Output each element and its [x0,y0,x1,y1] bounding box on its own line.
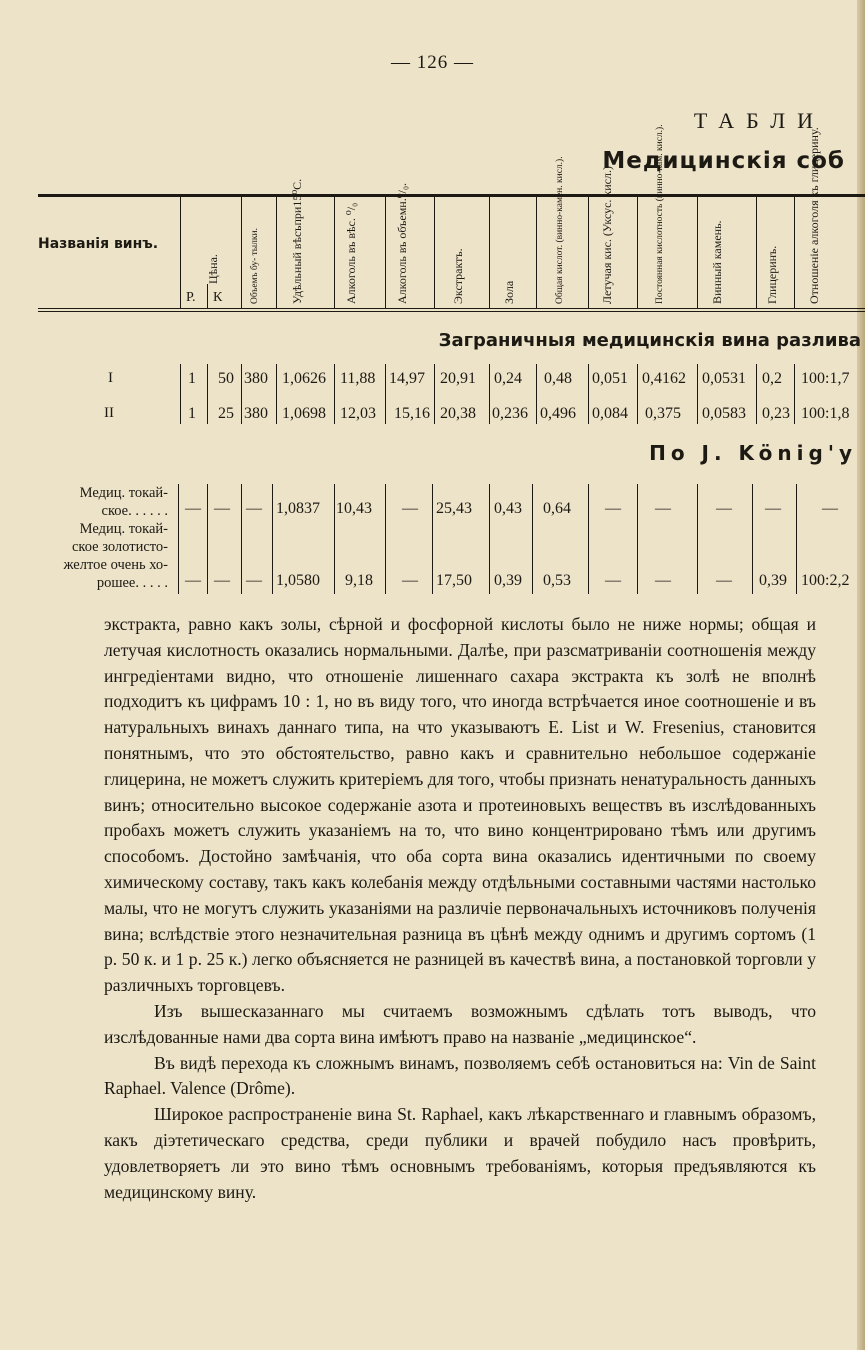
column-header-density: Удѣльный вѣсъпри15⁰С. [290,178,304,304]
table-cell: 0,39 [494,572,522,589]
row-divider [241,364,242,424]
row-label-line: рошее. . . . . [96,575,168,591]
row-divider [697,364,698,424]
row-divider [276,364,277,424]
table-cell: 0,084 [592,405,628,422]
table-cell: 0,39 [759,572,787,589]
table-cell: 17,50 [436,572,472,589]
row-divider [536,364,537,424]
table-cell: 0,53 [543,572,571,589]
column-header-kop: К [213,290,223,305]
column-header-ash: Зола [502,280,516,304]
column-header-extract: Экстрактъ. [451,248,465,304]
row-divider [697,484,698,594]
row-label-line: Медиц. токай- [79,521,168,537]
row-divider [756,364,757,424]
table-cell: 15,16 [394,405,430,422]
row-label-line: ское золотисто- [72,539,168,555]
row-divider [489,364,490,424]
table-cell: 0,43 [494,500,522,517]
table-cell: 20,91 [440,370,476,387]
header-divider [385,197,386,309]
column-header-tartar: Винный камень. [710,220,724,304]
header-divider [207,284,208,309]
row-divider [272,484,273,594]
header-divider [697,197,698,309]
row-divider [207,364,208,424]
page-spine-shadow [857,0,865,1350]
table-cell: 0,236 [492,405,528,422]
table-cell: 50 [218,370,234,387]
table-cell: — [605,572,621,589]
header-divider [637,197,638,309]
table-header-rule [38,308,865,309]
table-cell: — [214,500,230,517]
table-cell: 14,97 [389,370,425,387]
table-cell: 10,43 [336,500,372,517]
header-divider [588,197,589,309]
section-title-konig: По J. König'у [649,441,857,465]
header-divider [180,197,181,309]
row-divider [180,364,181,424]
table-cell: — [765,500,781,517]
row-divider [796,484,797,594]
row-divider [385,364,386,424]
header-divider [794,197,795,309]
table-cell: 25 [218,405,234,422]
table-cell: — [716,572,732,589]
row-divider [178,484,179,594]
header-divider [536,197,537,309]
table-cell: 100:1,7 [801,370,850,387]
row-label: II [104,405,114,421]
table-cell: — [214,572,230,589]
table-cell: 1,0698 [282,405,326,422]
table-cell: 380 [244,370,268,387]
table-cell: 0,4162 [642,370,686,387]
table-cell: 1,0837 [276,500,320,517]
table-cell: 0,64 [543,500,571,517]
table-cell: — [655,572,671,589]
table-cell: — [605,500,621,517]
table-cell: 100:2,2 [801,572,850,589]
row-label-line: ское. . . . . . [101,503,168,519]
header-divider [334,197,335,309]
table-cell: 0,24 [494,370,522,387]
table-cell: 0,0531 [702,370,746,387]
column-header-rub: Р. [186,290,196,305]
table-cell: 380 [244,405,268,422]
section-title-foreign-wines: Заграничныя медицинскія вина разлива [438,330,861,351]
table-title: ТАБЛИ [693,108,825,133]
column-header-volatile-acid: Летучая кис. (Уксус. кисл.) [600,166,614,304]
table-cell: 25,43 [436,500,472,517]
row-divider [532,484,533,594]
row-divider [588,484,589,594]
table-cell: 0,496 [540,405,576,422]
row-divider [588,364,589,424]
header-divider [756,197,757,309]
table-cell: — [402,572,418,589]
table-cell: — [716,500,732,517]
row-divider [334,484,335,594]
row-divider [241,484,242,594]
row-label-line: Медиц. токай- [79,485,168,501]
table-cell: 11,88 [340,370,376,387]
header-divider [276,197,277,309]
table-cell: — [185,572,201,589]
column-header-ratio: Отношеніе алкоголя къ глицерину. [807,127,821,304]
table-cell: 100:1,8 [801,405,850,422]
column-header-bottle: Объемъ бу- тылки. [250,228,260,304]
table-cell: 0,051 [592,370,628,387]
table-cell: — [246,500,262,517]
table-cell: — [402,500,418,517]
table-cell: — [185,500,201,517]
column-header-alcohol-weight: Алкоголь въ вѣс. ⁰/₀ [344,202,358,304]
row-label [48,520,168,592]
header-divider [434,197,435,309]
body-text [104,612,816,1205]
row-divider [637,484,638,594]
row-label: I [108,370,113,386]
header-divider [241,197,242,309]
row-divider [489,484,490,594]
table-cell: 1 [188,370,196,387]
row-divider [752,484,753,594]
row-divider [637,364,638,424]
column-header-fixed-acid: Постоянная кислотность (винно-кам. кисл.). [655,124,665,304]
table-header-rule-2 [38,311,865,312]
row-divider [434,364,435,424]
table-cell: — [822,500,838,517]
table-cell: 1 [188,405,196,422]
table-cell: 0,48 [544,370,572,387]
table-cell: 0,2 [762,370,782,387]
row-divider [794,364,795,424]
column-header-price: Цѣна. [206,254,220,284]
row-divider [432,484,433,594]
table-cell: 0,0583 [702,405,746,422]
table-cell: 0,23 [762,405,790,422]
paragraph: Въ видѣ перехода къ сложнымъ винамъ, позволяемъ себѣ остановиться на: Vin de Saint Raphael. Valence (Drôme). [104,1052,816,1099]
row-label [48,484,168,520]
header-divider [489,197,490,309]
column-header-alcohol-volume: Алкоголь въ объемн.⁰/₀. [395,182,409,304]
row-divider [207,484,208,594]
row-divider [334,364,335,424]
row-label-line: желтое очень хо- [63,557,168,573]
table-cell: 0,375 [645,405,681,422]
page-number: — 126 — [391,52,474,73]
table-cell: 12,03 [340,405,376,422]
table-cell: 1,0580 [276,572,320,589]
table-subtitle: Медицинскія соб [602,148,845,174]
table-cell: — [246,572,262,589]
table-cell: — [655,500,671,517]
column-header-total-acid: Общая кислот. (винно-камен. кисл.). [555,156,565,304]
table-cell: 1,0626 [282,370,326,387]
paragraph: Изъ вышесказаннаго мы считаемъ возможнымъ сдѣлать тотъ выводъ, что изслѣдованные нами два сорта вина имѣютъ право на названіе „медицинское“. [104,1000,816,1047]
column-header-name: Названія винъ. [38,236,159,252]
column-header-glycerin: Глицеринъ. [765,245,779,304]
paragraph: Широкое распространеніе вина St. Raphael, какъ лѣкарственнаго и главнымъ образомъ, какъ діэтетическаго средства, среди публики и врачей побудило насъ провѣрить, удовлетворяетъ ли это вино тѣмъ основнымъ требованіямъ, которыя предъявляются къ медицинскому вину. [104,1104,816,1202]
table-cell: 20,38 [440,405,476,422]
table-cell: 9,18 [345,572,373,589]
paragraph: экстракта, равно какъ золы, сѣрной и фосфорной кислоты было не ниже нормы; общая и летучая кислотность оказались нормальными. Далѣе, при разсматриваніи соотношенія между ингредіентами видно, что отношеніе лишеннаго сахара экстракта къ золѣ не вполнѣ подходитъ къ цифрамъ 10 : 1, но въ виду того, что иногда встрѣчается иное соотношеніе и въ натуральныхъ винахъ даннаго типа, на что указываютъ E. List и W. Fresenius, становится понятнымъ, что это обстоятельство, равно какъ и сравнительно небольшое содержаніе глицерина, не можетъ служить критеріемъ для того, чтобы признать ненатуральность данныхъ винъ; относительно высокое содержаніе азота и протеиновыхъ веществъ въ изслѣдованныхъ пробахъ можетъ служить указаніемъ на то, что вино концентрировано тѣмъ или другимъ способомъ. Достойно замѣчанія, что оба сорта вина оказались идентичными по своему химическому составу, такъ какъ колебанія между отдѣльными составными частями настолько малы, что не могутъ служить указаніями на различіе первоначальныхъ источниковъ полученія вина; вслѣдствіе этого незначительная разница въ цѣнѣ между однимъ и другимъ сортомъ (1 р. 50 к. и 1 р. 25 к.) легко объясняется не разницей въ качествѣ вина, а постановкой торговли у различныхъ торговцевъ. [104,614,816,996]
row-divider [385,484,386,594]
